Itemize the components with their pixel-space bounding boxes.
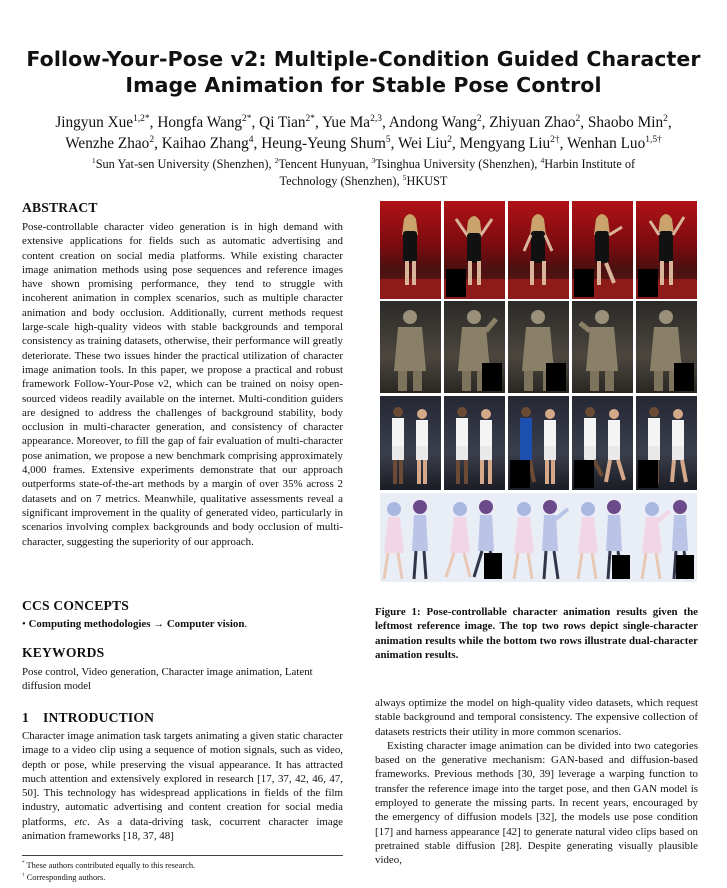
figure-1-caption: Figure 1: Pose-controllable character animation results given the leftmost reference image. The top two rows depict single-character animation results while the bottom two rows illustrate dual-character animation results. (375, 606, 698, 661)
author-name: Qi Tian (259, 114, 306, 131)
basketball-frame-2 (508, 396, 569, 490)
intro-left-text (22, 729, 343, 843)
keywords-text: Pose control, Video generation, Character image animation, Latent diffusion model (22, 666, 313, 693)
line2-author-0 (65, 135, 154, 152)
reference-image-terracotta (380, 301, 441, 393)
author-affiliation-marker: 2 (447, 134, 453, 145)
author-name: Mengyang Liu (459, 135, 551, 152)
affiliation-marker: 4 (540, 155, 545, 165)
authors-line-1: Jingyun Xue$^{1,2*}$, Hongfa Wang$^{2*}$, Qi Tian$^{2*}$, Yue Ma$^{2,3}$, Andong Wang$^2$, Zhiyuan Zhao$^2$, Shaobo Min$^2$, (55, 113, 672, 131)
author-name: Yue Ma (322, 114, 371, 131)
pose-thumbnail (510, 460, 530, 488)
dancer-frame-2 (508, 201, 569, 299)
affiliation-marker: 2 (274, 155, 279, 165)
intro-left-part-b: . As a data-driving task, cocurrent character image animation frameworks [18, 37, 48] (22, 815, 343, 843)
pose-thumbnail (446, 269, 466, 297)
dancer-frame-4 (636, 201, 697, 299)
ccs-bullet: • (22, 618, 26, 630)
dancer-frame-3 (572, 201, 633, 299)
pose-thumbnail (638, 460, 658, 488)
author-name: Heung-Yeung Shum (261, 135, 386, 152)
reference-image-dancer (380, 201, 441, 299)
ccs-concept-term: Computing methodologies → Computer vision (28, 618, 245, 630)
line2-author-4 (460, 135, 560, 152)
author-name: Kaihao Zhang (161, 135, 249, 152)
author-name: Jingyun Xue (55, 114, 134, 131)
affiliation-hkust: HKUST (406, 174, 448, 188)
affiliations-line-2 (40, 173, 687, 190)
author-name: Hongfa Wang (157, 114, 243, 131)
dancer-figure (380, 201, 441, 299)
terracotta-frame-2 (508, 301, 569, 393)
terracotta-frame-1 (444, 301, 505, 393)
author-affiliation-marker: 2 (149, 134, 155, 145)
basketball-players (380, 396, 441, 490)
footnote-divider (22, 855, 343, 856)
title-line-2: Image Animation for Stable Pose Control (125, 73, 602, 97)
author-name: Wei Liu (397, 135, 448, 152)
line1-author-6 (588, 114, 668, 131)
affiliation-technology: Technology (Shenzhen), (279, 174, 403, 188)
ccs-period: . (244, 618, 248, 630)
abstract-text: Pose-controllable character video generation is in high demand with extensive applications for fields such as automatic advertising and content creation on social media platforms. While existing character image animation methods using pose sequences and reference images have shown promising performance, they tend to struggle with incoherent animation in complex scenarios, such as multiple character animation and body occlusion. Additionally, current methods request large-scale high-quality videos with stable backgrounds and temporal consistency as training datasets, otherwise, their performance will greatly deteriorate. These two issues hinder the practical utilization of character image animation tools. In this paper, we propose a practical and robust framework Follow-Your-Pose v2, which can be trained on noisy open-sourced videos readily available on the internet. Multi-condition guiders are designed to address the challenges of background stability, body occlusion in multi-character generation, and consistency of character appearance. Moreover, to fill the gap of fair evaluation of multi-character pose animation, we propose a new benchmark comprising approximately 4,000 frames. Extensive experiments demonstrate that our approach outperforms state-of-the-art methods by a margin of over 35% across 2 datasets and on 7 metrics. Meanwhile, qualitative assessments reveal a significant improvement in the quality of generated video, particularly in scenarios involving complex backgrounds and body occlusion of multi-character, suggesting the superiority of our approach. (22, 221, 343, 548)
basketball-frame-4 (636, 396, 697, 490)
footnote-equal-contribution (22, 860, 343, 872)
terracotta-frame-4 (636, 301, 697, 393)
line1-author-1 (157, 114, 251, 131)
authors-line-2: Wenzhe Zhao$^2$, Kaihao Zhang$^4$, Heung-Yeung Shum$^5$, Wei Liu$^2$, Mengyang Liu$^{2\dagger}$, Wenhan Luo$^{1,5\dagger}$ (65, 134, 662, 152)
footnote-text-1: These authors contributed equally to this research. (26, 861, 196, 870)
line1-author-0 (55, 114, 149, 131)
author-name: Wenzhe Zhao (65, 135, 150, 152)
anime-characters (380, 493, 697, 582)
author-affiliation-marker: 1,2* (133, 113, 150, 124)
author-name: Zhiyuan Zhao (489, 114, 576, 131)
line2-author-2 (261, 135, 390, 152)
author-affiliation-marker: 5 (385, 134, 391, 145)
line2-author-5 (567, 135, 662, 152)
footnote-corresponding (22, 872, 343, 884)
title-line-1: Follow-Your-Pose v2: Multiple-Condition Guided Character (26, 47, 701, 71)
affiliations-line-1 (40, 156, 687, 173)
footnote-mark-star: * (22, 860, 25, 867)
pose-thumbnail (638, 269, 658, 297)
basketball-frame-3 (572, 396, 633, 490)
ccs-heading: CCS CONCEPTS (22, 598, 130, 613)
footnote-text-2: Corresponding authors. (26, 873, 106, 882)
line1-author-5 (489, 114, 580, 131)
line1-author-2 (259, 114, 315, 131)
terracotta-frame-3 (572, 301, 633, 393)
paper-title (0, 46, 727, 98)
pose-thumbnail (482, 363, 502, 391)
author-affiliation-marker: 2* (305, 113, 315, 124)
pose-thumbnail (674, 363, 694, 391)
author-affiliation-marker: 2 (663, 113, 668, 124)
affiliation-marker: 3 (371, 155, 376, 165)
intro-heading (22, 710, 154, 726)
abstract-heading: ABSTRACT (22, 200, 98, 215)
author-affiliation-marker: 2† (550, 134, 560, 145)
author-affiliation-marker: 2 (575, 113, 581, 124)
dancer-frame-1 (444, 201, 505, 299)
figure-1-image-grid (380, 201, 697, 582)
affiliations (40, 156, 687, 190)
affiliation-name: Harbin Institute of (544, 157, 636, 171)
affiliation-marker: 1 (91, 155, 96, 165)
terracotta-figure (380, 301, 441, 393)
keywords-heading: KEYWORDS (22, 645, 105, 660)
ccs-concepts (22, 617, 343, 631)
author-affiliation-marker: 2 (476, 113, 482, 124)
author-name: Shaobo Min (587, 114, 664, 131)
figure-row-anime (380, 493, 697, 582)
author-affiliation-marker: 1,5† (645, 134, 662, 145)
pose-thumbnail (574, 460, 594, 488)
intro-number: 1 (22, 710, 29, 725)
basketball-frame-1 (444, 396, 505, 490)
intro-etc: etc (74, 815, 88, 828)
pose-thumbnail (546, 363, 566, 391)
intro-right-paragraph-2: Existing character image animation can be divided into two categories based on the generative mechanism: GAN-based and diffusion-based frameworks. Previous methods [30, 39] leverage a warping function to transfer the reference image into the target pose, and then GAN model is employed to generate the missing parts. In recent years, encouraged by the emergency of diffusion models [32], the models use pose condition [17] and harness appearance [42] to generate natural video clips based on pretrained stable diffusion [28]. Despite generating visually plausible video, (375, 739, 698, 867)
line2-author-1 (162, 135, 254, 152)
line1-author-3 (322, 114, 382, 131)
author-name: Andong Wang (388, 114, 477, 131)
footnote-mark-dagger: † (22, 872, 25, 879)
author-name: Wenhan Luo (567, 135, 646, 152)
line1-author-4 (389, 114, 482, 131)
line2-author-3 (398, 135, 452, 152)
reference-image-basketball (380, 396, 441, 490)
intro-right-paragraph-1: always optimize the model on high-quality video datasets, which request stable background and temporal consistency. The expensive collection of datasets restricts their utility in more common scenarios. (375, 697, 698, 738)
pose-thumbnail (574, 269, 594, 297)
affiliation-name: Sun Yat-sen University (Shenzhen), (95, 157, 275, 171)
author-affiliation-marker: 4 (248, 134, 254, 145)
author-affiliation-marker: 2* (242, 113, 252, 124)
affiliation-marker-5: 5 (402, 172, 407, 182)
author-list (20, 112, 707, 154)
affiliation-name: Tsinghua University (Shenzhen), (375, 157, 541, 171)
intro-right-text (375, 696, 698, 868)
author-affiliation-marker: 2,3 (370, 113, 382, 124)
intro-left-part-a: Character image animation task targets animating a given static character image to a video clip using a sequence of motion signals, such as video, depth or pose, while preserving the visual appearance. It has attracted much attention and extensively explored in research [17, 37, 42, 46, 47, 50]. This technology has widespread applications in fields of the film industry, automatic advertising and content creation for social media platforms, (22, 730, 343, 828)
intro-title: INTRODUCTION (43, 710, 155, 725)
affiliation-name: Tencent Hunyuan, (278, 157, 372, 171)
